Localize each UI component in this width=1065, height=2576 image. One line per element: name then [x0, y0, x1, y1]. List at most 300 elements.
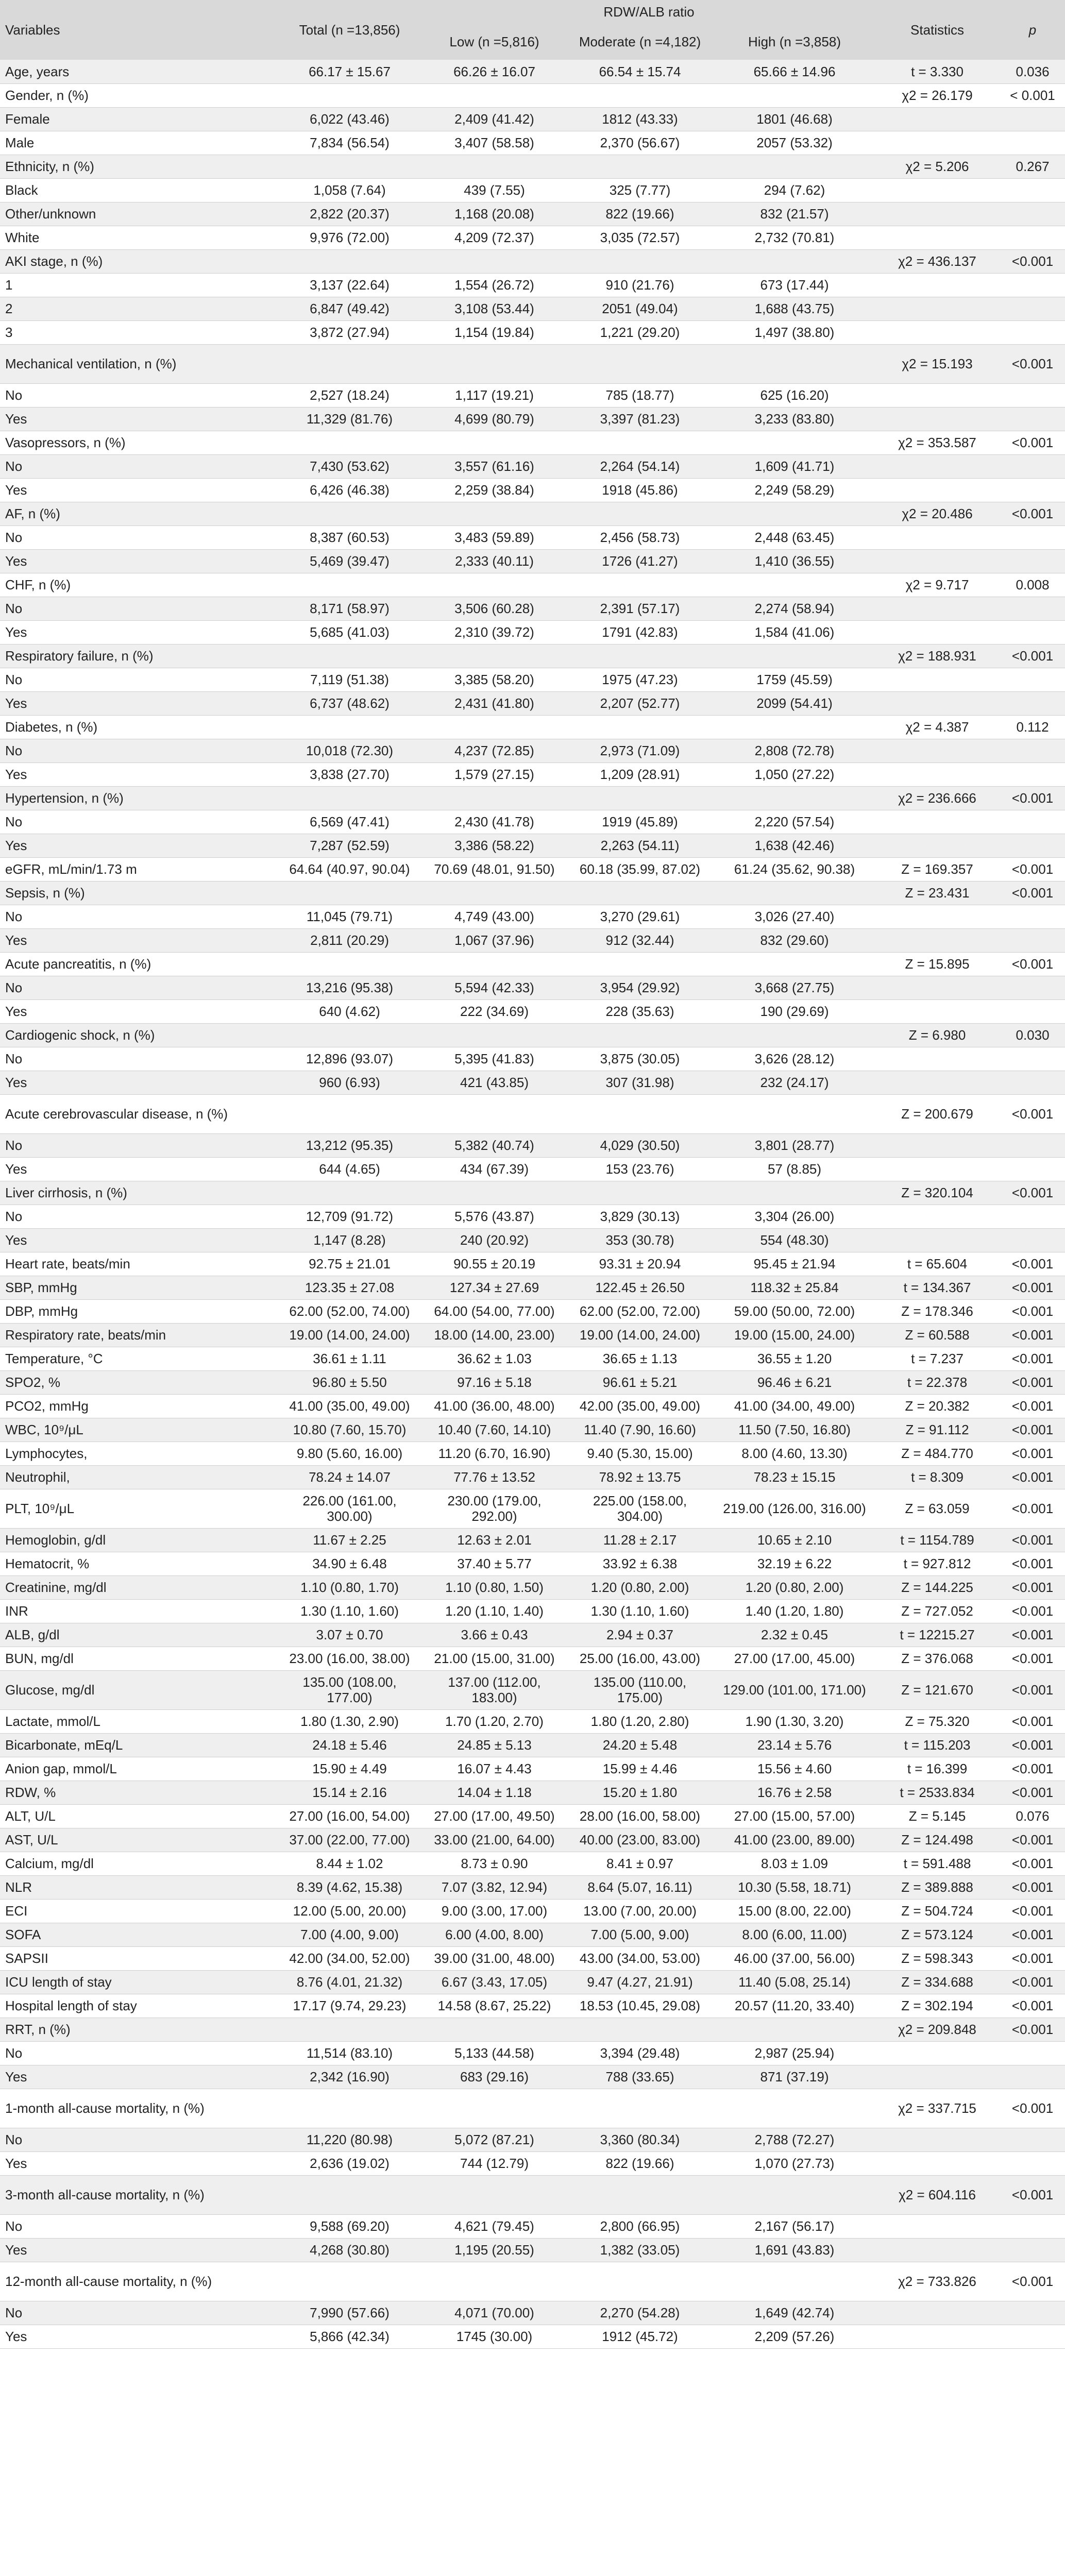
cell-t: 6,022 (43.46)	[276, 107, 418, 131]
cell-l: 2,430 (41.78)	[418, 810, 565, 834]
cell-m: 788 (33.65)	[565, 2065, 709, 2089]
table-row	[0, 1299, 1065, 1323]
cell-s: χ2 = 20.486	[874, 502, 995, 526]
cell-v: Hospital length of stay	[0, 1994, 276, 2018]
cell-p: <0.001	[995, 1970, 1065, 1994]
cell-p: <0.001	[995, 1899, 1065, 1923]
table-row	[0, 2238, 1065, 2262]
cell-p	[995, 383, 1065, 407]
cell-l: 5,133 (44.58)	[418, 2041, 565, 2065]
cell-v: Yes	[0, 620, 276, 644]
cell-m	[565, 1094, 709, 1133]
cell-s: t = 927.812	[874, 1552, 995, 1575]
cell-h: 10.65 ± 2.10	[709, 1528, 874, 1552]
cell-t: 13,212 (95.35)	[276, 1133, 418, 1157]
cell-h: 219.00 (126.00, 316.00)	[709, 1489, 874, 1528]
cell-h: 11.40 (5.08, 25.14)	[709, 1970, 874, 1994]
cell-t: 5,866 (42.34)	[276, 2325, 418, 2348]
cell-m	[565, 1181, 709, 1205]
cell-t: 226.00 (161.00, 300.00)	[276, 1489, 418, 1528]
cell-s: t = 591.488	[874, 1852, 995, 1875]
cell-s: Z = 178.346	[874, 1299, 995, 1323]
cell-h: 1801 (46.68)	[709, 107, 874, 131]
cell-h: 8.03 ± 1.09	[709, 1852, 874, 1875]
cell-v: Yes	[0, 1228, 276, 1252]
table-row	[0, 1733, 1065, 1757]
cell-l: 240 (20.92)	[418, 1228, 565, 1252]
cell-p: <0.001	[995, 952, 1065, 976]
cell-l: 222 (34.69)	[418, 999, 565, 1023]
cell-t: 24.18 ± 5.46	[276, 1733, 418, 1757]
cell-l: 2,409 (41.42)	[418, 107, 565, 131]
cell-h: 11.50 (7.50, 16.80)	[709, 1418, 874, 1442]
cell-s	[874, 834, 995, 857]
table-row	[0, 1489, 1065, 1528]
cell-h: 2,788 (72.27)	[709, 2128, 874, 2151]
table-row	[0, 1094, 1065, 1133]
cell-t: 62.00 (52.00, 74.00)	[276, 1299, 418, 1323]
cell-s: Z = 75.320	[874, 1709, 995, 1733]
cell-t: 4,268 (30.80)	[276, 2238, 418, 2262]
cell-l: 12.63 ± 2.01	[418, 1528, 565, 1552]
cell-h: 1,649 (42.74)	[709, 2301, 874, 2325]
cell-l: 5,395 (41.83)	[418, 1047, 565, 1071]
cell-t: 960 (6.93)	[276, 1071, 418, 1094]
cell-p: <0.001	[995, 1442, 1065, 1465]
cell-p: <0.001	[995, 1181, 1065, 1205]
cell-h: 190 (29.69)	[709, 999, 874, 1023]
cell-p: 0.267	[995, 155, 1065, 178]
cell-m: 325 (7.77)	[565, 178, 709, 202]
table-row	[0, 597, 1065, 620]
cell-v: 3	[0, 320, 276, 344]
cell-h: 95.45 ± 21.94	[709, 1252, 874, 1276]
cell-m: 1,209 (28.91)	[565, 762, 709, 786]
cell-h: 3,626 (28.12)	[709, 1047, 874, 1071]
cell-h: 2,732 (70.81)	[709, 226, 874, 249]
cell-p: <0.001	[995, 249, 1065, 273]
cell-l: 3,557 (61.16)	[418, 454, 565, 478]
header-high: High (n =3,858)	[709, 24, 874, 60]
cell-m: 93.31 ± 20.94	[565, 1252, 709, 1276]
cell-v: Other/unknown	[0, 202, 276, 226]
cell-s	[874, 1157, 995, 1181]
cell-v: ECI	[0, 1899, 276, 1923]
cell-s	[874, 226, 995, 249]
cell-h	[709, 573, 874, 597]
cell-s: χ2 = 733.826	[874, 2262, 995, 2301]
cell-m: 15.99 ± 4.46	[565, 1757, 709, 1781]
table-row	[0, 1781, 1065, 1804]
cell-p: <0.001	[995, 644, 1065, 668]
cell-t: 7,430 (53.62)	[276, 454, 418, 478]
table-row	[0, 1394, 1065, 1418]
cell-v: Yes	[0, 762, 276, 786]
cell-h: 1,609 (41.71)	[709, 454, 874, 478]
cell-s	[874, 2325, 995, 2348]
cell-s	[874, 928, 995, 952]
cell-h: 57 (8.85)	[709, 1157, 874, 1181]
cell-m: 2,800 (66.95)	[565, 2214, 709, 2238]
cell-p: <0.001	[995, 2175, 1065, 2214]
cell-s: Z = 334.688	[874, 1970, 995, 1994]
table-row	[0, 178, 1065, 202]
cell-p: <0.001	[995, 1489, 1065, 1528]
cell-t	[276, 573, 418, 597]
cell-s: χ2 = 9.717	[874, 573, 995, 597]
cell-m	[565, 644, 709, 668]
cell-l: 70.69 (48.01, 91.50)	[418, 857, 565, 881]
cell-m: 135.00 (110.00, 175.00)	[565, 1670, 709, 1709]
cell-m: 9.47 (4.27, 21.91)	[565, 1970, 709, 1994]
cell-h: 27.00 (17.00, 45.00)	[709, 1647, 874, 1670]
cell-l: 7.07 (3.82, 12.94)	[418, 1875, 565, 1899]
cell-p: <0.001	[995, 2262, 1065, 2301]
cell-l: 2,310 (39.72)	[418, 620, 565, 644]
cell-t: 8.76 (4.01, 21.32)	[276, 1970, 418, 1994]
cell-m: 42.00 (35.00, 49.00)	[565, 1394, 709, 1418]
cell-p: <0.001	[995, 1709, 1065, 1733]
table-row	[0, 2262, 1065, 2301]
cell-t: 9,588 (69.20)	[276, 2214, 418, 2238]
cell-l: 2,333 (40.11)	[418, 549, 565, 573]
cell-v: Hemoglobin, g/dl	[0, 1528, 276, 1552]
cell-h: 232 (24.17)	[709, 1071, 874, 1094]
cell-p	[995, 2325, 1065, 2348]
cell-p: <0.001	[995, 1781, 1065, 1804]
table-row	[0, 810, 1065, 834]
table-row	[0, 202, 1065, 226]
cell-p	[995, 597, 1065, 620]
cell-p: <0.001	[995, 1575, 1065, 1599]
cell-l: 3,386 (58.22)	[418, 834, 565, 857]
cell-t: 1.80 (1.30, 2.90)	[276, 1709, 418, 1733]
cell-l: 4,237 (72.85)	[418, 739, 565, 762]
table-row	[0, 478, 1065, 502]
table-row	[0, 1852, 1065, 1875]
cell-s	[874, 273, 995, 297]
cell-l: 41.00 (36.00, 48.00)	[418, 1394, 565, 1418]
cell-t: 66.17 ± 15.67	[276, 60, 418, 83]
cell-v: AST, U/L	[0, 1828, 276, 1852]
table-row	[0, 2041, 1065, 2065]
cell-l	[418, 952, 565, 976]
cell-t	[276, 715, 418, 739]
cell-m: 3,875 (30.05)	[565, 1047, 709, 1071]
cell-s	[874, 549, 995, 573]
cell-s: χ2 = 15.193	[874, 344, 995, 383]
cell-t: 41.00 (35.00, 49.00)	[276, 1394, 418, 1418]
cell-h: 1.20 (0.80, 2.00)	[709, 1575, 874, 1599]
cell-v: SBP, mmHg	[0, 1276, 276, 1299]
cell-h: 27.00 (15.00, 57.00)	[709, 1804, 874, 1828]
table-row	[0, 2065, 1065, 2089]
cell-p: <0.001	[995, 1528, 1065, 1552]
cell-s	[874, 107, 995, 131]
cell-m	[565, 2018, 709, 2041]
cell-m: 11.40 (7.90, 16.60)	[565, 1418, 709, 1442]
cell-h: 554 (48.30)	[709, 1228, 874, 1252]
cell-m: 2,263 (54.11)	[565, 834, 709, 857]
cell-t: 1.30 (1.10, 1.60)	[276, 1599, 418, 1623]
cell-l: 3.66 ± 0.43	[418, 1623, 565, 1647]
cell-m: 228 (35.63)	[565, 999, 709, 1023]
cell-t: 11,514 (83.10)	[276, 2041, 418, 2065]
cell-h	[709, 2175, 874, 2214]
cell-v: No	[0, 1047, 276, 1071]
table-row	[0, 1599, 1065, 1623]
cell-t: 2,636 (19.02)	[276, 2151, 418, 2175]
cell-s	[874, 2214, 995, 2238]
cell-m	[565, 155, 709, 178]
table-row	[0, 905, 1065, 928]
cell-s	[874, 2128, 995, 2151]
cell-t: 36.61 ± 1.11	[276, 1347, 418, 1370]
cell-s	[874, 320, 995, 344]
cell-h: 118.32 ± 25.84	[709, 1276, 874, 1299]
table-row	[0, 249, 1065, 273]
cell-h: 1,410 (36.55)	[709, 549, 874, 573]
cell-h: 1.90 (1.30, 3.20)	[709, 1709, 874, 1733]
table-row	[0, 1133, 1065, 1157]
cell-m: 2,207 (52.77)	[565, 691, 709, 715]
cell-l: 1,195 (20.55)	[418, 2238, 565, 2262]
cell-s	[874, 2151, 995, 2175]
cell-m: 2,973 (71.09)	[565, 739, 709, 762]
cell-m: 1,382 (33.05)	[565, 2238, 709, 2262]
table-row	[0, 383, 1065, 407]
cell-s: Z = 573.124	[874, 1923, 995, 1946]
table-row	[0, 407, 1065, 431]
cell-t: 1.10 (0.80, 1.70)	[276, 1575, 418, 1599]
cell-h: 2,249 (58.29)	[709, 478, 874, 502]
cell-v: INR	[0, 1599, 276, 1623]
table-row	[0, 1370, 1065, 1394]
cell-h: 19.00 (15.00, 24.00)	[709, 1323, 874, 1347]
cell-h: 1,584 (41.06)	[709, 620, 874, 644]
cell-l: 1,554 (26.72)	[418, 273, 565, 297]
cell-p: <0.001	[995, 1252, 1065, 1276]
cell-v: No	[0, 1205, 276, 1228]
cell-s	[874, 178, 995, 202]
cell-v: CHF, n (%)	[0, 573, 276, 597]
table-row	[0, 344, 1065, 383]
cell-t: 10.80 (7.60, 15.70)	[276, 1418, 418, 1442]
cell-h: 1,688 (43.75)	[709, 297, 874, 320]
cell-p: <0.001	[995, 1276, 1065, 1299]
cell-t: 23.00 (16.00, 38.00)	[276, 1647, 418, 1670]
cell-p	[995, 1047, 1065, 1071]
cell-t	[276, 2175, 418, 2214]
cell-v: Yes	[0, 407, 276, 431]
cell-v: No	[0, 383, 276, 407]
cell-m: 353 (30.78)	[565, 1228, 709, 1252]
cell-v: No	[0, 2214, 276, 2238]
cell-h: 2,808 (72.78)	[709, 739, 874, 762]
cell-t: 135.00 (108.00, 177.00)	[276, 1670, 418, 1709]
cell-t: 78.24 ± 14.07	[276, 1465, 418, 1489]
table-row	[0, 131, 1065, 155]
cell-m: 1812 (43.33)	[565, 107, 709, 131]
cell-l: 5,576 (43.87)	[418, 1205, 565, 1228]
header-moderate: Moderate (n =4,182)	[565, 24, 709, 60]
cell-p	[995, 202, 1065, 226]
cell-l: 36.62 ± 1.03	[418, 1347, 565, 1370]
cell-p	[995, 407, 1065, 431]
cell-s	[874, 131, 995, 155]
cell-v: Yes	[0, 928, 276, 952]
cell-p: <0.001	[995, 431, 1065, 454]
cell-v: PLT, 10⁹/μL	[0, 1489, 276, 1528]
cell-h: 2057 (53.32)	[709, 131, 874, 155]
table-row	[0, 155, 1065, 178]
cell-t: 27.00 (16.00, 54.00)	[276, 1804, 418, 1828]
cell-m: 13.00 (7.00, 20.00)	[565, 1899, 709, 1923]
cell-s: χ2 = 4.387	[874, 715, 995, 739]
cell-t: 644 (4.65)	[276, 1157, 418, 1181]
table-row	[0, 431, 1065, 454]
cell-s: χ2 = 26.179	[874, 83, 995, 107]
cell-h: 46.00 (37.00, 56.00)	[709, 1946, 874, 1970]
cell-s: t = 8.309	[874, 1465, 995, 1489]
cell-v: No	[0, 597, 276, 620]
cell-h: 625 (16.20)	[709, 383, 874, 407]
cell-l: 37.40 ± 5.77	[418, 1552, 565, 1575]
cell-l	[418, 83, 565, 107]
cell-l	[418, 2175, 565, 2214]
cell-p: <0.001	[995, 502, 1065, 526]
table-row	[0, 1804, 1065, 1828]
cell-t: 34.90 ± 6.48	[276, 1552, 418, 1575]
cell-p	[995, 1071, 1065, 1094]
cell-p: <0.001	[995, 1647, 1065, 1670]
header-rdw-alb-ratio: RDW/ALB ratio	[418, 0, 874, 24]
cell-h: 3,801 (28.77)	[709, 1133, 874, 1157]
cell-v: No	[0, 810, 276, 834]
cell-h: 15.56 ± 4.60	[709, 1757, 874, 1781]
cell-s	[874, 810, 995, 834]
cell-m: 1918 (45.86)	[565, 478, 709, 502]
cell-v: No	[0, 526, 276, 549]
cell-t: 9,976 (72.00)	[276, 226, 418, 249]
cell-v: No	[0, 739, 276, 762]
cell-t	[276, 502, 418, 526]
cell-m	[565, 2262, 709, 2301]
cell-p	[995, 549, 1065, 573]
cell-h: 41.00 (34.00, 49.00)	[709, 1394, 874, 1418]
cell-l: 97.16 ± 5.18	[418, 1370, 565, 1394]
cell-s: Z = 144.225	[874, 1575, 995, 1599]
table-row	[0, 1709, 1065, 1733]
cell-t: 11.67 ± 2.25	[276, 1528, 418, 1552]
cell-s: Z = 598.343	[874, 1946, 995, 1970]
cell-p	[995, 1228, 1065, 1252]
cell-h	[709, 1181, 874, 1205]
cell-t	[276, 644, 418, 668]
cell-t: 640 (4.62)	[276, 999, 418, 1023]
cell-p: <0.001	[995, 1418, 1065, 1442]
table-row	[0, 1875, 1065, 1899]
cell-m: 912 (32.44)	[565, 928, 709, 952]
cell-v: SOFA	[0, 1923, 276, 1946]
cell-v: No	[0, 2128, 276, 2151]
cell-v: Yes	[0, 834, 276, 857]
cell-v: Anion gap, mmol/L	[0, 1757, 276, 1781]
cell-v: ICU length of stay	[0, 1970, 276, 1994]
cell-p	[995, 739, 1065, 762]
cell-s	[874, 999, 995, 1023]
cell-m: 2.94 ± 0.37	[565, 1623, 709, 1647]
cell-l: 1,117 (19.21)	[418, 383, 565, 407]
cell-l: 5,072 (87.21)	[418, 2128, 565, 2151]
cell-p: <0.001	[995, 344, 1065, 383]
cell-h: 2,274 (58.94)	[709, 597, 874, 620]
cell-v: Vasopressors, n (%)	[0, 431, 276, 454]
cell-v: AKI stage, n (%)	[0, 249, 276, 273]
table-row	[0, 60, 1065, 83]
table-row	[0, 668, 1065, 691]
cell-s	[874, 739, 995, 762]
cell-s: t = 2533.834	[874, 1781, 995, 1804]
cell-v: Hematocrit, %	[0, 1552, 276, 1575]
cell-s	[874, 383, 995, 407]
table-row	[0, 107, 1065, 131]
cell-l: 3,506 (60.28)	[418, 597, 565, 620]
cell-h: 1,050 (27.22)	[709, 762, 874, 786]
cell-m: 3,394 (29.48)	[565, 2041, 709, 2065]
cell-l: 683 (29.16)	[418, 2065, 565, 2089]
table-row	[0, 1442, 1065, 1465]
cell-s: Z = 302.194	[874, 1994, 995, 2018]
cell-m: 28.00 (16.00, 58.00)	[565, 1804, 709, 1828]
cell-m	[565, 573, 709, 597]
cell-l: 1.20 (1.10, 1.40)	[418, 1599, 565, 1623]
cell-p: <0.001	[995, 786, 1065, 810]
cell-s: t = 7.237	[874, 1347, 995, 1370]
cell-s	[874, 976, 995, 999]
table-row	[0, 1575, 1065, 1599]
cell-t	[276, 2089, 418, 2128]
cell-p	[995, 1205, 1065, 1228]
table-row	[0, 1157, 1065, 1181]
cell-t: 1,058 (7.64)	[276, 178, 418, 202]
cell-l: 77.76 ± 13.52	[418, 1465, 565, 1489]
cell-v: WBC, 10⁹/μL	[0, 1418, 276, 1442]
cell-s: Z = 504.724	[874, 1899, 995, 1923]
cell-m: 1726 (41.27)	[565, 549, 709, 573]
cell-l: 137.00 (112.00, 183.00)	[418, 1670, 565, 1709]
cell-v: BUN, mg/dl	[0, 1647, 276, 1670]
table-row	[0, 1528, 1065, 1552]
cell-p: <0.001	[995, 1370, 1065, 1394]
cell-m: 19.00 (14.00, 24.00)	[565, 1323, 709, 1347]
cell-h	[709, 786, 874, 810]
cell-m: 78.92 ± 13.75	[565, 1465, 709, 1489]
cell-h: 15.00 (8.00, 22.00)	[709, 1899, 874, 1923]
cell-s	[874, 620, 995, 644]
cell-m: 4,029 (30.50)	[565, 1133, 709, 1157]
cell-h: 20.57 (11.20, 33.40)	[709, 1994, 874, 2018]
table-row	[0, 1923, 1065, 1946]
cell-v: Sepsis, n (%)	[0, 881, 276, 905]
table-row	[0, 1647, 1065, 1670]
cell-v: Yes	[0, 2325, 276, 2348]
cell-p	[995, 178, 1065, 202]
cell-p	[995, 2128, 1065, 2151]
table-row	[0, 1970, 1065, 1994]
cell-m: 3,035 (72.57)	[565, 226, 709, 249]
cell-l	[418, 644, 565, 668]
